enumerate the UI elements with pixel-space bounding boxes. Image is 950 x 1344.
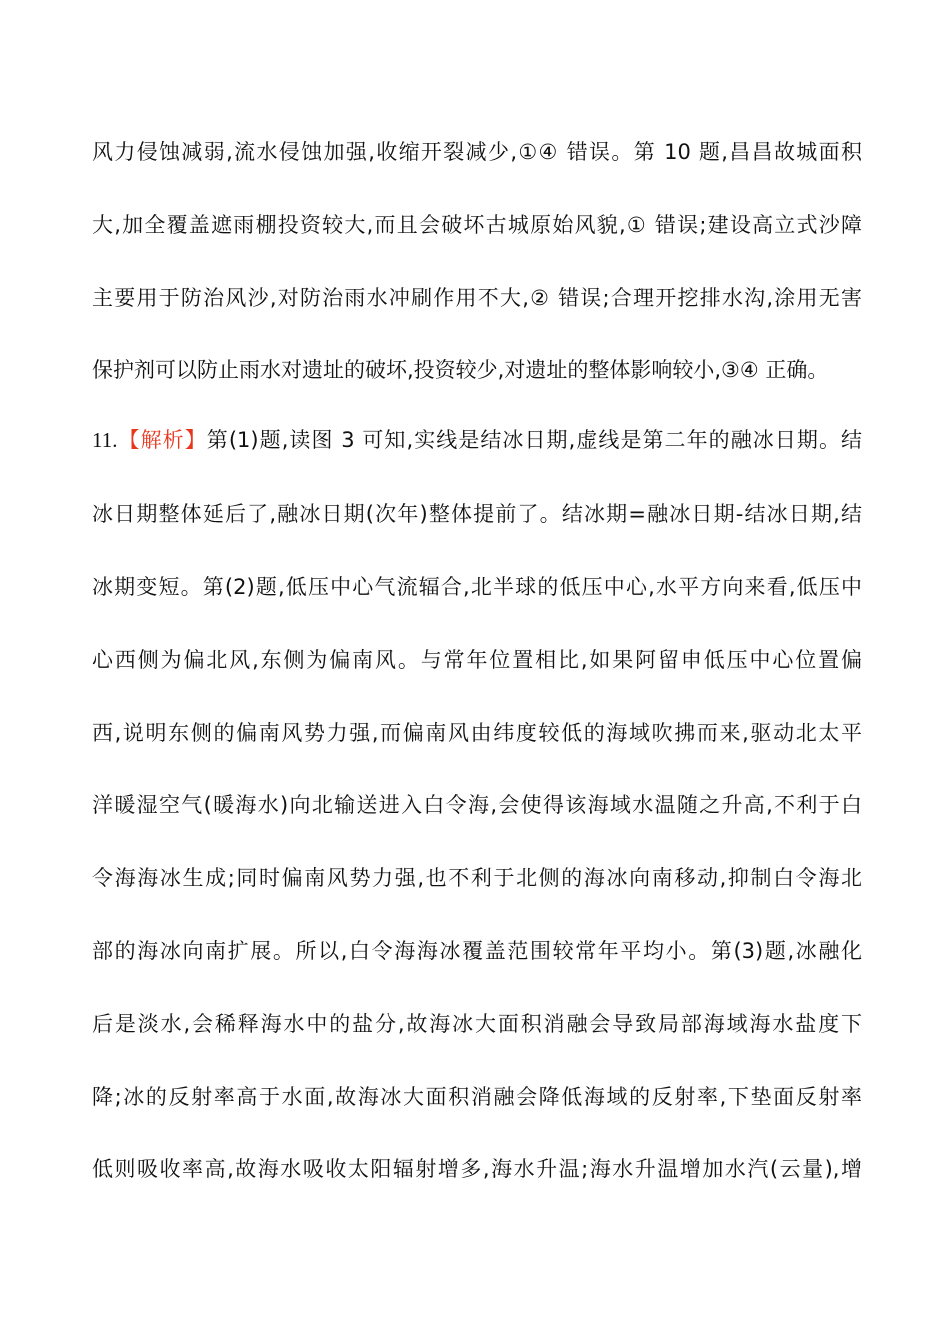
analysis-tag: 【解析】 [117,428,207,452]
text-line: 主要用于防治风沙,对防治雨水冲刷作用不大,② 错误;合理开挖排水沟,涂用无害 [92,286,862,310]
text-line: 冰期变短。第(2)题,低压中心气流辐合,北半球的低压中心,水平方向来看,低压中 [92,575,862,599]
text-line: 令海海冰生成;同时偏南风势力强,也不利于北侧的海冰向南移动,抑制白令海北 [92,866,862,890]
text-line: 西,说明东侧的偏南风势力强,而偏南风由纬度较低的海域吹拂而来,驱动北太平 [92,721,862,745]
text-line: 低则吸收率高,故海水吸收太阳辐射增多,海水升温;海水升温增加水汽(云量),增 [92,1157,862,1181]
text-line: 后是淡水,会稀释海水中的盐分,故海冰大面积消融会导致局部海域海水盐度下 [92,1012,862,1036]
answer-11-first-line [92,426,862,454]
answer-11-intro-text: 第(1)题,读图 3 可知,实线是结冰日期,虚线是第二年的融冰日期。结 [206,428,863,452]
text-line: 洋暖湿空气(暖海水)向北输送进入白令海,会使得该海域水温随之升高,不利于白 [92,793,862,817]
text-line: 降;冰的反射率高于水面,故海冰大面积消融会降低海域的反射率,下垫面反射率 [92,1085,862,1109]
text-line: 保护剂可以防止雨水对遗址的破坏,投资较少,对遗址的整体影响较小,③④ 正确。 [92,358,829,382]
text-line: 部的海冰向南扩展。所以,白令海海冰覆盖范围较常年平均小。第(3)题,冰融化 [92,939,862,963]
text-line: 心西侧为偏北风,东侧为偏南风。与常年位置相比,如果阿留申低压中心位置偏 [92,648,862,672]
text-line: 风力侵蚀减弱,流水侵蚀加强,收缩开裂减少,①④ 错误。第 10 题,昌昌故城面积 [92,140,862,164]
text-line: 大,加全覆盖遮雨棚投资较大,而且会破坏古城原始风貌,① 错误;建设高立式沙障 [92,213,862,237]
question-number: 11. [92,428,118,452]
text-line: 冰日期整体延后了,融冰日期(次年)整体提前了。结冰期=融冰日期-结冰日期,结 [92,502,862,526]
